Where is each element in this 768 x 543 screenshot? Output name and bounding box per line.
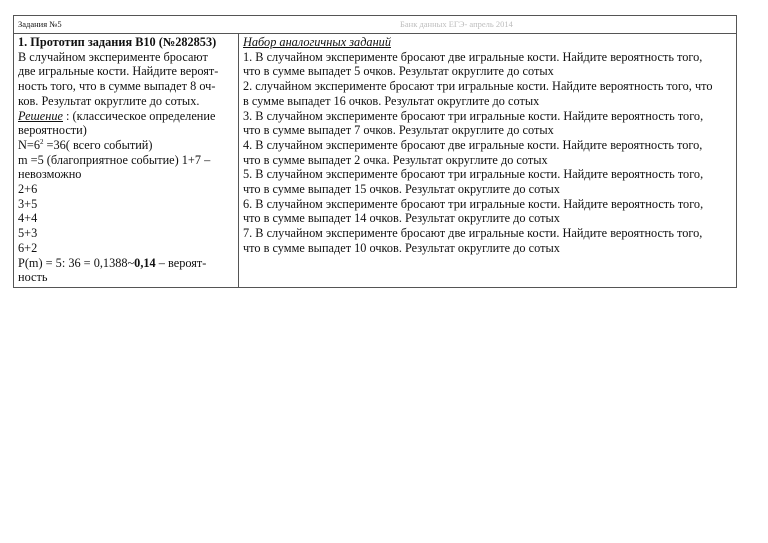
- task-line: В случайном эксперименте бросают: [18, 49, 208, 64]
- similar-task-line: 1. В случайном эксперименте бросают две игральные кости. Найдите вероятность того,: [243, 49, 703, 64]
- probability-line: [18, 256, 234, 271]
- prototype-column: [14, 34, 239, 287]
- document-table: [13, 15, 737, 288]
- sum-line: 6+2: [18, 240, 38, 255]
- solution-text: : (классическое определение: [62, 108, 216, 123]
- similar-task-line: 4. В случайном эксперименте бросают две игральные кости. Найдите вероятность того,: [243, 137, 703, 152]
- similar-task-line: 3. В случайном эксперименте бросают три игральные кости. Найдите вероятность того,: [243, 108, 704, 123]
- header-row: [14, 16, 736, 34]
- task-line: ков. Результат округлите до сотых.: [18, 93, 200, 108]
- header-title: Задания №5: [18, 19, 62, 29]
- similar-task-line: что в сумме выпадет 5 очков. Результат округлите до сотых: [243, 64, 554, 79]
- n-prefix: N=6: [18, 137, 40, 152]
- header-watermark: Банк данных ЕГЭ- апрель 2014: [400, 19, 513, 29]
- n-suffix: =36( всего событий): [43, 137, 153, 152]
- favorable-line: m =5 (благоприятное событие) 1+7 –: [18, 152, 211, 167]
- similar-task-line: что в сумме выпадет 7 очков. Результат округлите до сотых: [243, 123, 554, 138]
- solution-line-2: вероятности): [18, 123, 87, 138]
- similar-task-item: [243, 197, 732, 226]
- similar-task-line: что в сумме выпадет 14 очков. Результат округлите до сотых: [243, 211, 560, 226]
- sum-line: 2+6: [18, 182, 38, 197]
- similar-task-item: [243, 79, 732, 108]
- similar-tasks-column: [239, 34, 736, 287]
- similar-task-line: 5. В случайном эксперименте бросают три игральные кости. Найдите вероятность того,: [243, 167, 704, 182]
- probability-suffix: – вероят-: [155, 255, 207, 270]
- similar-task-line: что в сумме выпадет 2 очка. Результат округлите до сотых: [243, 152, 548, 167]
- similar-tasks-list: [243, 50, 732, 256]
- sum-line: 4+4: [18, 211, 38, 226]
- probability-prefix: P(m) = 5: 36 = 0,1388~: [18, 255, 135, 270]
- similar-task-line: что в сумме выпадет 10 очков. Результат округлите до сотых: [243, 240, 560, 255]
- similar-task-item: [243, 167, 732, 196]
- similar-task-line: в сумме выпадет 16 очков. Результат округлите до сотых: [243, 93, 540, 108]
- favorable-line-2: невозможно: [18, 167, 82, 182]
- similar-task-line: 2. случайном эксперименте бросают три игральные кости. Найдите вероятность того, что: [243, 79, 713, 94]
- sum-line: 3+5: [18, 196, 38, 211]
- task-line: две игральные кости. Найдите вероят-: [18, 64, 219, 79]
- total-events-line: [18, 138, 234, 153]
- sum-line: 5+3: [18, 226, 38, 241]
- task-line: ность того, что в сумме выпадет 8 оч-: [18, 79, 216, 94]
- n-exponent: 2: [39, 137, 44, 146]
- probability-answer: 0,14: [134, 255, 156, 270]
- similar-tasks-title: Набор аналогичных заданий: [243, 35, 391, 49]
- probability-line-2: ность: [18, 270, 48, 285]
- similar-task-item: [243, 138, 732, 167]
- similar-task-line: что в сумме выпадет 15 очков. Результат округлите до сотых: [243, 182, 560, 197]
- similar-task-line: 6. В случайном эксперименте бросают три игральные кости. Найдите вероятность того,: [243, 196, 704, 211]
- prototype-title: 1. Прототип задания B10 (№282853): [18, 35, 217, 49]
- similar-task-item: [243, 109, 732, 138]
- solution-line: [18, 109, 234, 124]
- similar-task-item: [243, 226, 732, 255]
- similar-task-item: [243, 50, 732, 79]
- solution-label: Решение: [18, 108, 63, 123]
- similar-task-line: 7. В случайном эксперименте бросают две игральные кости. Найдите вероятность того,: [243, 226, 703, 241]
- body-row: [14, 34, 736, 287]
